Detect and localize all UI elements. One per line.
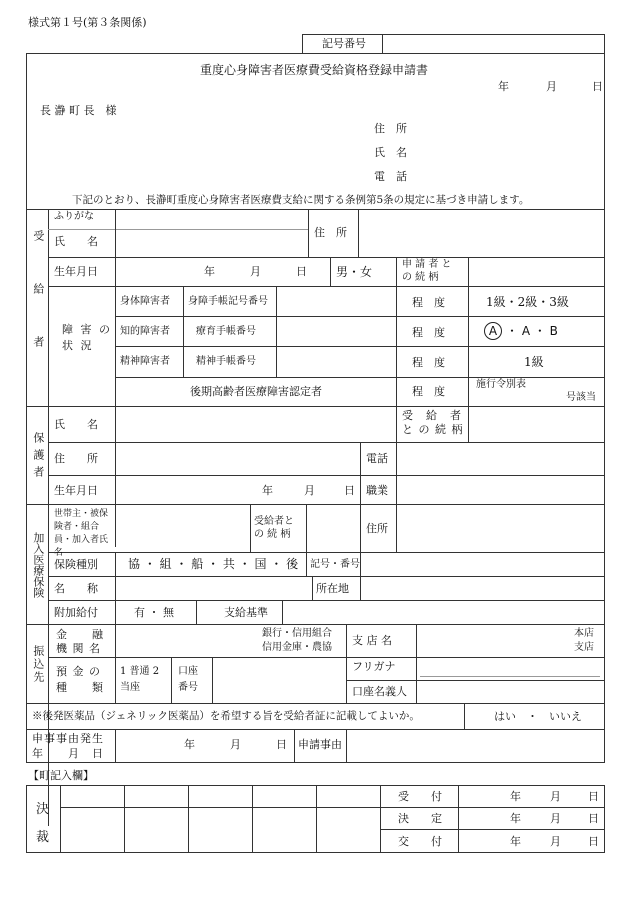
insurance-kind-choice[interactable]: 協 ・ 組 ・ 船 ・ 共 ・ 国 ・ 後	[128, 557, 299, 571]
insurance-address-field[interactable]	[400, 507, 602, 550]
office-label-issue: 交 付	[398, 835, 442, 848]
elderly-note-1: 施行令別表	[476, 379, 526, 390]
guardian-relation-field[interactable]	[472, 409, 602, 440]
reason-day: 日	[276, 738, 287, 751]
reason-label: 申請事由	[298, 738, 342, 751]
elderly-label: 後期高齢者医療障害認定者	[190, 385, 322, 398]
office-label-decide: 決 定	[398, 812, 442, 825]
applicant-phone-label: 電 話	[374, 170, 407, 183]
doc-mental: 精神手帳番号	[196, 356, 256, 367]
form-title: 重度心身障害者医療費受給資格登録申請書	[200, 63, 429, 77]
guardian-job-label: 職業	[366, 484, 388, 497]
transfer-section-label: 振込先	[31, 644, 45, 684]
declaration: 下記のとおり、長瀞町重度心身障害者医療費支給に関する条例第5条の規定に基づき申請します。	[72, 194, 530, 206]
type-mental: 精神障害者	[120, 356, 170, 367]
mental-number-field[interactable]	[280, 350, 394, 374]
recipient-address-label: 住 所	[314, 226, 347, 239]
kessai-label: 決 裁	[36, 802, 50, 845]
guardian-phone-field[interactable]	[400, 445, 602, 473]
office-label-receive: 受 付	[398, 790, 442, 803]
relation-label: 申 請 者 と の 続 柄	[402, 259, 452, 283]
grade-mental[interactable]: 1級	[524, 355, 544, 369]
guardian-job-field[interactable]	[400, 478, 602, 502]
guardian-birth-year: 年	[262, 484, 273, 497]
grade-physical[interactable]: 1級・2級・3級	[486, 295, 569, 309]
guardian-relation-label: 受 給 者 と の 続 柄	[402, 409, 464, 436]
doc-intellectual: 療育手帳番号	[196, 326, 256, 337]
reason-month: 月	[230, 738, 241, 751]
account-number-field[interactable]	[216, 660, 344, 701]
kigo-field[interactable]	[386, 36, 600, 51]
generic-question: ※後発医薬品（ジェネリック医薬品）を希望する旨を受給者証に記載してよいか。	[32, 710, 420, 722]
branch-main: 本店	[574, 628, 594, 639]
extra-benefit-choice[interactable]: 有 ・ 無	[134, 606, 174, 619]
branch-sub: 支店	[574, 642, 594, 653]
date-month: 月	[546, 80, 557, 93]
grade-label-physical: 程 度	[412, 296, 445, 309]
physical-number-field[interactable]	[280, 290, 394, 314]
type-physical: 身体障害者	[120, 296, 170, 307]
applicant-name-label: 氏 名	[374, 146, 407, 159]
insurance-relation-field[interactable]	[310, 507, 358, 550]
kana-label: フリガナ	[352, 660, 396, 673]
guardian-phone-label: 電話	[366, 452, 388, 465]
birth-year: 年	[204, 265, 215, 278]
birth-month: 月	[250, 265, 261, 278]
insurance-name-field[interactable]	[118, 579, 310, 598]
guardian-name-field[interactable]	[118, 409, 394, 440]
bank-field[interactable]	[118, 627, 258, 655]
deposit-label: 預 金 の 種 類	[56, 665, 104, 694]
recipient-section-label: 受給者	[31, 229, 45, 389]
elderly-note-2: 号該当	[566, 392, 596, 403]
recipient-address-field[interactable]	[362, 212, 602, 254]
guardian-birth-label: 生年月日	[54, 484, 98, 497]
reason-year: 年	[184, 738, 195, 751]
applicant-address-label: 住 所	[374, 122, 407, 135]
decide-day: 日	[588, 812, 599, 825]
bank-label: 金 融 機 関 名	[56, 628, 104, 655]
furigana-field[interactable]	[118, 211, 306, 227]
insurance-kind-label: 保険種別	[54, 558, 98, 571]
issue-month: 月	[550, 835, 561, 848]
receive-day: 日	[588, 790, 599, 803]
guardian-name-label: 氏 名	[54, 418, 98, 431]
insurance-section-label: 加入医療保険	[31, 532, 45, 598]
bank-types-1: 銀行・信用組合	[262, 628, 332, 639]
reason-field[interactable]	[350, 732, 602, 760]
insurance-holder-field[interactable]	[118, 507, 248, 550]
grade-circled-a: A	[484, 322, 502, 340]
grade-rest: ・ A ・ B	[506, 324, 558, 338]
grade-label-mental: 程 度	[412, 356, 445, 369]
addressee: 長 瀞 町 長 様	[40, 104, 117, 117]
doc-physical: 身障手帳記号番号	[188, 296, 268, 307]
branch-field[interactable]	[420, 627, 570, 655]
insurance-name-label: 名 称	[54, 582, 98, 595]
birth-label: 生年月日	[54, 265, 98, 278]
date-day: 日	[592, 80, 603, 93]
sex-choice[interactable]: 男・女	[336, 265, 373, 279]
bank-types-2: 信用金庫・農協	[262, 642, 332, 653]
guardian-birth-day: 日	[344, 484, 355, 497]
insurance-kigo-field[interactable]	[364, 555, 602, 574]
disability-label: 障 害 の 状 況	[62, 323, 112, 352]
date-year: 年	[498, 80, 509, 93]
issue-day: 日	[588, 835, 599, 848]
insurance-holder-label: 世帯主・被保険者・組合員・加入者氏名	[54, 509, 109, 558]
form-number: 様式第１号(第３条関係)	[28, 16, 147, 29]
receive-year: 年	[510, 790, 521, 803]
type-intellectual: 知的障害者	[120, 326, 170, 337]
recipient-name-field[interactable]	[118, 232, 306, 254]
generic-answer-choice[interactable]: はい ・ いいえ	[494, 710, 582, 723]
intellectual-number-field[interactable]	[280, 320, 394, 344]
grade-intellectual[interactable]	[484, 322, 558, 340]
account-number-label: 口座 番号	[178, 666, 198, 693]
guardian-birth-month: 月	[304, 484, 315, 497]
kigo-label: 記号番号	[322, 37, 366, 50]
relation-field[interactable]	[472, 260, 602, 284]
issue-year: 年	[510, 835, 521, 848]
office-heading: 【町記入欄】	[28, 769, 94, 782]
grade-label-elderly: 程 度	[412, 385, 445, 398]
grade-label-intellectual: 程 度	[412, 326, 445, 339]
basis-field[interactable]	[286, 603, 602, 622]
insurance-kigo-label: 記号・番号	[310, 559, 360, 570]
insurance-relation-label: 受給者と の 続 柄	[254, 516, 294, 540]
deposit-types[interactable]: 1 普通 2 当座	[120, 666, 160, 693]
insurance-location-label: 所在地	[316, 582, 349, 595]
guardian-address-field[interactable]	[118, 445, 358, 473]
account-holder-field[interactable]	[420, 682, 602, 701]
recipient-name-label: 氏 名	[54, 235, 98, 248]
guardian-section-label: 保護者	[31, 431, 45, 483]
decide-month: 月	[550, 812, 561, 825]
reason-date-label: 申事事由発生年 月 日	[32, 732, 104, 760]
account-holder-label: 口座名義人	[352, 685, 407, 698]
insurance-address-label: 住所	[366, 522, 388, 535]
account-kana-field[interactable]	[420, 659, 602, 676]
furigana-label: ふりがな	[54, 211, 94, 222]
branch-label: 支 店 名	[352, 634, 392, 647]
receive-month: 月	[550, 790, 561, 803]
extra-benefit-label: 附加給付	[54, 606, 98, 619]
guardian-address-label: 住 所	[54, 452, 98, 465]
decide-year: 年	[510, 812, 521, 825]
basis-label: 支給基準	[224, 606, 268, 619]
birth-day: 日	[296, 265, 307, 278]
insurance-location-field[interactable]	[364, 579, 602, 598]
